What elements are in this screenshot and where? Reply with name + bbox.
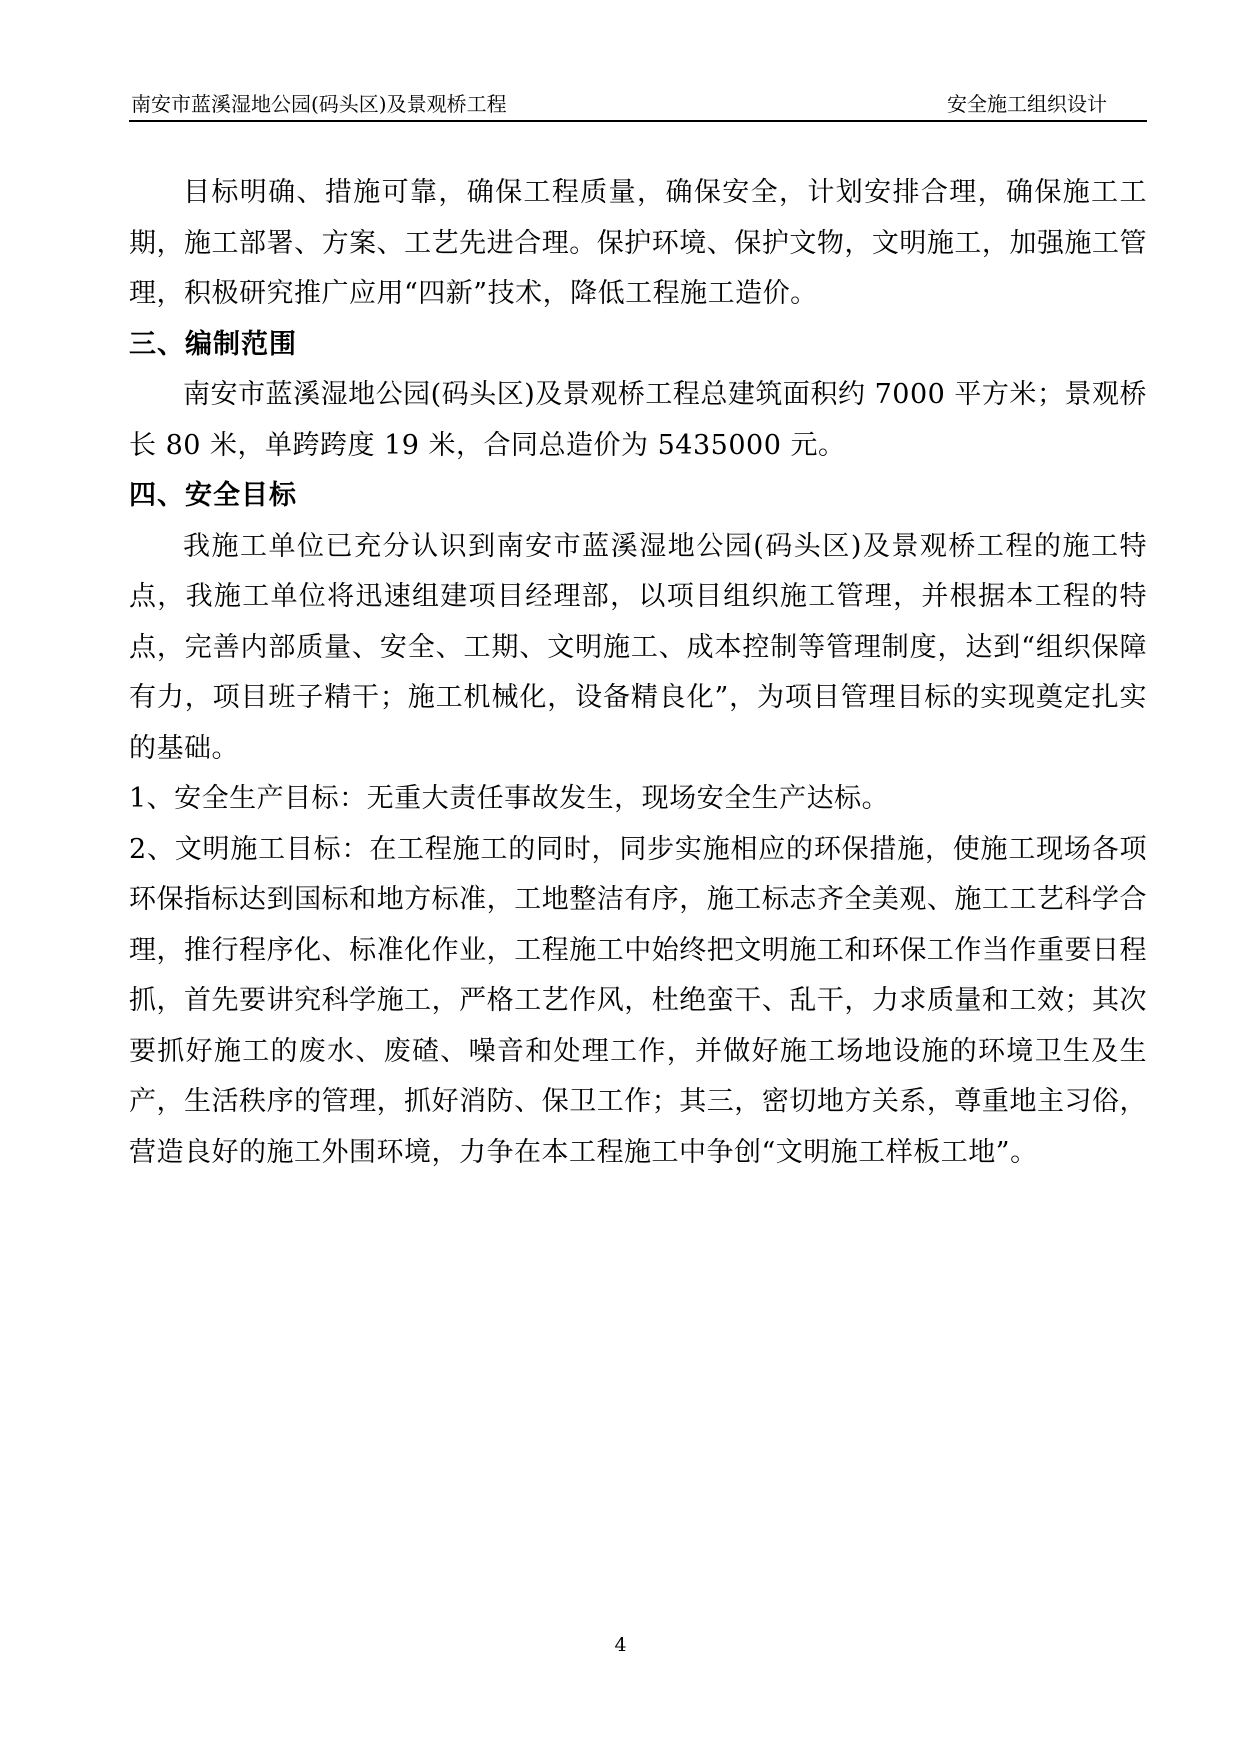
section-heading-safety-goals: 四、安全目标 [129, 480, 297, 511]
goal-item-civilized-construction: 2、文明施工目标：在工程施工的同时，同步实施相应的环保措施，使施工现场各项环保指标达到国标和地方标准，工地整洁有序，施工标志齐全美观、施工工艺科学合理，推行程序化、标准化作业，工程施工中始终把文明施工和环保工作当作重要日程抓，首先要讲究科学施工，严格工艺作风，杜绝蛮干、乱干，力求质量和工效；其次要抓好施工的废水、废碴、噪音和处理工作，并做好施工场地设施的环境卫生及生产，生活秩序的管理，抓好消防、保卫工作；其三，密切地方关系，尊重地主习俗，营造良好的施工外围环境，力争在本工程施工中争创“文明施工样板工地”。 [129, 833, 1147, 1168]
header-project-title: 南安市蓝溪湿地公园(码头区)及景观桥工程 [131, 92, 507, 116]
section-heading-scope: 三、编制范围 [129, 328, 297, 360]
header-document-title: 安全施工组织设计 [947, 92, 1107, 116]
page-header [129, 88, 1147, 122]
page-number: 4 [614, 1634, 627, 1656]
document-body [129, 168, 1147, 1178]
goal-item-safe-production: 1、安全生产目标：无重大责任事故发生，现场安全生产达标。 [129, 783, 890, 814]
safety-goals-paragraph: 我施工单位已充分认识到南安市蓝溪湿地公园(码头区)及景观桥工程的施工特点，我施工单位将迅速组建项目经理部，以项目组织施工管理，并根据本工程的特点，完善内部质量、安全、工期、文明施工、成本控制等管理制度，达到“组织保障有力，项目班子精干；施工机械化，设备精良化”，为项目管理目标的实现奠定扎实的基础。 [129, 530, 1147, 764]
intro-paragraph: 目标明确、措施可靠，确保工程质量，确保安全，计划安排合理，确保施工工期，施工部署、方案、工艺先进合理。保护环境、保护文物，文明施工，加强施工管理，积极研究推广应用“四新”技术，降低工程施工造价。 [129, 177, 1147, 309]
scope-paragraph: 南安市蓝溪湿地公园(码头区)及景观桥工程总建筑面积约 7000 平方米；景观桥长 80 米，单跨跨度 19 米，合同总造价为 5435000 元。 [129, 379, 1147, 461]
